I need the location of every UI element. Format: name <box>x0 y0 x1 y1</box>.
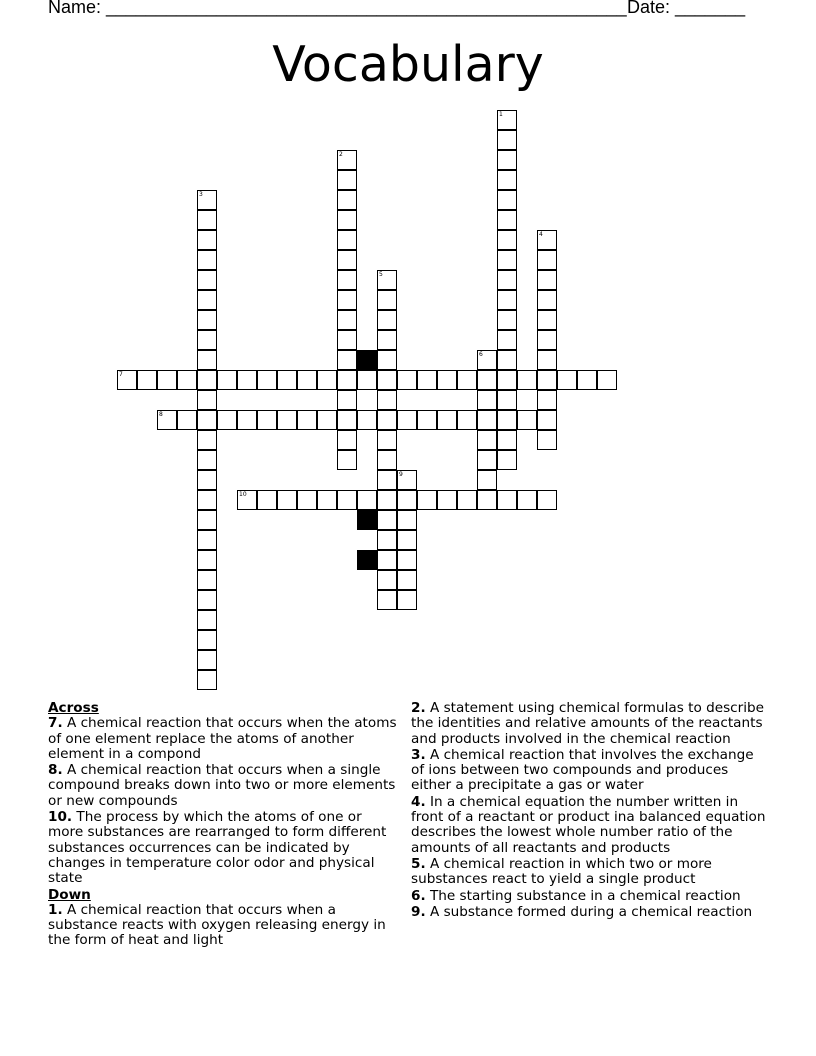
cell-number: 4 <box>539 231 543 238</box>
grid-cell[interactable] <box>197 450 217 470</box>
grid-cell[interactable] <box>497 170 517 190</box>
grid-cell[interactable] <box>537 330 557 350</box>
grid-cell[interactable] <box>497 370 517 390</box>
grid-cell[interactable] <box>177 410 197 430</box>
grid-cell[interactable] <box>377 290 397 310</box>
grid-cell[interactable] <box>377 450 397 470</box>
grid-cell[interactable] <box>337 290 357 310</box>
grid-cell[interactable] <box>237 410 257 430</box>
cell-number: 9 <box>399 471 403 478</box>
clue-number: 6. <box>411 887 426 904</box>
grid-cell[interactable] <box>517 490 537 510</box>
clue-down-9 <box>411 905 771 920</box>
grid-cell[interactable] <box>497 210 517 230</box>
grid-cell[interactable] <box>337 230 357 250</box>
grid-cell[interactable] <box>177 370 197 390</box>
grid-cell[interactable] <box>197 550 217 570</box>
clue-across-7 <box>48 716 400 762</box>
clue-number: 9. <box>411 903 426 920</box>
grid-cell[interactable] <box>297 490 317 510</box>
grid-cell[interactable] <box>337 190 357 210</box>
grid-cell[interactable] <box>377 370 397 390</box>
grid-cell[interactable] <box>337 150 357 170</box>
grid-cell[interactable] <box>497 190 517 210</box>
grid-cell[interactable] <box>197 650 217 670</box>
grid-cell[interactable] <box>377 590 397 610</box>
grid-cell[interactable] <box>557 370 577 390</box>
grid-cell[interactable] <box>277 410 297 430</box>
grid-cell[interactable] <box>477 390 497 410</box>
grid-cell[interactable] <box>497 270 517 290</box>
grid-cell[interactable] <box>497 490 517 510</box>
grid-cell[interactable] <box>197 570 217 590</box>
grid-cell[interactable] <box>197 390 217 410</box>
clue-text: The starting substance in a chemical reaction <box>429 887 741 904</box>
clue-down-4 <box>411 795 771 856</box>
grid-cell[interactable] <box>457 490 477 510</box>
clue-across-8 <box>48 763 400 809</box>
grid-cell[interactable] <box>337 490 357 510</box>
clue-number: 3. <box>411 746 426 763</box>
grid-cell[interactable] <box>377 350 397 370</box>
grid-cell[interactable] <box>197 670 217 690</box>
clues-right-column <box>411 701 771 921</box>
clue-text: In a chemical equation the number written in front of a reactant or product ina balanced equation describes the lowest whole number ratio of the amounts of all reactants and products <box>411 793 766 856</box>
grid-cell[interactable] <box>377 530 397 550</box>
black-cell <box>357 510 377 530</box>
grid-cell[interactable] <box>197 190 217 210</box>
grid-cell[interactable] <box>537 270 557 290</box>
grid-cell[interactable] <box>477 450 497 470</box>
clue-down-2 <box>411 701 771 747</box>
grid-cell[interactable] <box>257 370 277 390</box>
clue-text: The process by which the atoms of one or more substances are rearranged to form different substances occurrences can be indicated by changes in temperature color odor and physical state <box>48 809 387 887</box>
grid-cell[interactable] <box>537 490 557 510</box>
grid-cell[interactable] <box>397 530 417 550</box>
cell-number: 5 <box>379 271 383 278</box>
grid-cell[interactable] <box>337 210 357 230</box>
grid-cell[interactable] <box>117 370 137 390</box>
grid-cell[interactable] <box>157 410 177 430</box>
grid-cell[interactable] <box>337 270 357 290</box>
grid-cell[interactable] <box>537 410 557 430</box>
grid-cell[interactable] <box>197 370 217 390</box>
grid-cell[interactable] <box>497 390 517 410</box>
grid-cell[interactable] <box>417 490 437 510</box>
grid-cell[interactable] <box>337 250 357 270</box>
grid-cell[interactable] <box>377 330 397 350</box>
grid-cell[interactable] <box>357 490 377 510</box>
cell-number: 3 <box>199 191 203 198</box>
grid-cell[interactable] <box>217 370 237 390</box>
grid-cell[interactable] <box>197 590 217 610</box>
grid-cell[interactable] <box>517 370 537 390</box>
grid-cell[interactable] <box>457 370 477 390</box>
clue-text: A chemical reaction that occurs when the atoms of one element replace the atoms of another element in a compond <box>48 715 397 762</box>
grid-cell[interactable] <box>317 490 337 510</box>
grid-cell[interactable] <box>377 270 397 290</box>
grid-cell[interactable] <box>277 370 297 390</box>
grid-cell[interactable] <box>317 370 337 390</box>
black-cell <box>357 550 377 570</box>
grid-cell[interactable] <box>477 490 497 510</box>
grid-cell[interactable] <box>477 410 497 430</box>
clue-down-5 <box>411 857 771 888</box>
grid-cell[interactable] <box>197 210 217 230</box>
grid-cell[interactable] <box>437 490 457 510</box>
grid-cell[interactable] <box>197 290 217 310</box>
grid-cell[interactable] <box>397 510 417 530</box>
grid-cell[interactable] <box>477 430 497 450</box>
grid-cell[interactable] <box>397 370 417 390</box>
grid-cell[interactable] <box>137 370 157 390</box>
grid-cell[interactable] <box>477 350 497 370</box>
grid-cell[interactable] <box>337 390 357 410</box>
cell-number: 6 <box>479 351 483 358</box>
grid-cell[interactable] <box>417 370 437 390</box>
grid-cell[interactable] <box>497 290 517 310</box>
grid-cell[interactable] <box>337 430 357 450</box>
clue-number: 1. <box>48 901 63 918</box>
across-heading: Across <box>48 700 99 716</box>
grid-cell[interactable] <box>297 370 317 390</box>
grid-cell[interactable] <box>377 310 397 330</box>
grid-cell[interactable] <box>397 490 417 510</box>
cell-number: 1 <box>499 111 503 118</box>
grid-cell[interactable] <box>237 490 257 510</box>
grid-cell[interactable] <box>337 410 357 430</box>
grid-cell[interactable] <box>337 370 357 390</box>
grid-cell[interactable] <box>377 410 397 430</box>
clue-text: A chemical reaction in which two or more substances react to yield a single product <box>411 855 712 888</box>
grid-cell[interactable] <box>497 330 517 350</box>
grid-cell[interactable] <box>197 410 217 430</box>
grid-cell[interactable] <box>537 310 557 330</box>
grid-cell[interactable] <box>377 510 397 530</box>
grid-cell[interactable] <box>337 310 357 330</box>
cell-number: 2 <box>339 151 343 158</box>
grid-cell[interactable] <box>337 330 357 350</box>
grid-cell[interactable] <box>297 410 317 430</box>
grid-cell[interactable] <box>377 470 397 490</box>
grid-cell[interactable] <box>497 430 517 450</box>
page-title: Vocabulary <box>272 36 544 93</box>
grid-cell[interactable] <box>377 570 397 590</box>
grid-cell[interactable] <box>537 430 557 450</box>
grid-cell[interactable] <box>537 250 557 270</box>
grid-cell[interactable] <box>397 590 417 610</box>
grid-cell[interactable] <box>497 130 517 150</box>
grid-cell[interactable] <box>517 410 537 430</box>
grid-cell[interactable] <box>197 610 217 630</box>
grid-cell[interactable] <box>477 370 497 390</box>
date-field[interactable]: Date: _______ <box>627 0 746 17</box>
grid-cell[interactable] <box>377 550 397 570</box>
grid-cell[interactable] <box>497 310 517 330</box>
clue-down-1 <box>48 903 400 949</box>
grid-cell[interactable] <box>197 350 217 370</box>
grid-cell[interactable] <box>497 230 517 250</box>
grid-cell[interactable] <box>537 230 557 250</box>
clue-text: A chemical reaction that occurs when a single compound breaks down into two or more elements or new compounds <box>48 762 396 809</box>
grid-cell[interactable] <box>257 410 277 430</box>
grid-cell[interactable] <box>437 410 457 430</box>
cell-number: 7 <box>119 371 123 378</box>
down-heading: Down <box>48 886 91 903</box>
grid-cell[interactable] <box>397 550 417 570</box>
grid-cell[interactable] <box>377 490 397 510</box>
clue-text: A chemical reaction that occurs when a substance reacts with oxygen releasing energy in the form of heat and light <box>48 901 386 949</box>
clue-number: 4. <box>411 793 426 810</box>
cell-number: 10 <box>239 491 247 498</box>
grid-cell[interactable] <box>217 410 237 430</box>
grid-cell[interactable] <box>357 410 377 430</box>
grid-cell[interactable] <box>197 470 217 490</box>
grid-cell[interactable] <box>197 310 217 330</box>
grid-cell[interactable] <box>377 390 397 410</box>
grid-cell[interactable] <box>497 250 517 270</box>
black-cell <box>357 350 377 370</box>
grid-cell[interactable] <box>397 570 417 590</box>
clue-down-3 <box>411 748 771 794</box>
grid-cell[interactable] <box>537 390 557 410</box>
grid-cell[interactable] <box>197 230 217 250</box>
grid-cell[interactable] <box>397 470 417 490</box>
clue-across-10 <box>48 810 400 886</box>
grid-cell[interactable] <box>197 330 217 350</box>
grid-cell[interactable] <box>537 350 557 370</box>
grid-cell[interactable] <box>197 510 217 530</box>
grid-cell[interactable] <box>197 270 217 290</box>
grid-cell[interactable] <box>197 250 217 270</box>
cell-number: 8 <box>159 411 163 418</box>
grid-cell[interactable] <box>537 370 557 390</box>
grid-cell[interactable] <box>277 490 297 510</box>
grid-cell[interactable] <box>397 410 417 430</box>
clue-down-6 <box>411 889 771 904</box>
clues-left-column <box>48 701 400 950</box>
grid-cell[interactable] <box>357 370 377 390</box>
grid-cell[interactable] <box>497 110 517 130</box>
grid-cell[interactable] <box>457 410 477 430</box>
grid-cell[interactable] <box>337 450 357 470</box>
grid-cell[interactable] <box>157 370 177 390</box>
clue-number: 2. <box>411 700 426 716</box>
clue-number: 8. <box>48 762 63 779</box>
clue-number: 7. <box>48 715 63 732</box>
grid-cell[interactable] <box>337 350 357 370</box>
clue-text: A substance formed during a chemical reaction <box>429 903 753 920</box>
grid-cell[interactable] <box>537 290 557 310</box>
grid-cell[interactable] <box>577 370 597 390</box>
grid-cell[interactable] <box>477 470 497 490</box>
grid-cell[interactable] <box>197 530 217 550</box>
grid-cell[interactable] <box>197 430 217 450</box>
clue-text: A chemical reaction that involves the exchange of ions between two compounds and produces either a precipitate a gas or water <box>411 746 754 794</box>
grid-cell[interactable] <box>417 410 437 430</box>
grid-cell[interactable] <box>497 350 517 370</box>
grid-cell[interactable] <box>197 630 217 650</box>
grid-cell[interactable] <box>237 370 257 390</box>
grid-cell[interactable] <box>197 490 217 510</box>
grid-cell[interactable] <box>377 430 397 450</box>
clue-text: A statement using chemical formulas to describe the identities and relative amounts of the reactants and products involved in the chemical reaction <box>411 700 764 747</box>
clue-number: 10. <box>48 809 73 826</box>
name-field[interactable]: Name: ____________________________________________________ <box>48 0 627 17</box>
grid-cell[interactable] <box>497 450 517 470</box>
grid-cell[interactable] <box>257 490 277 510</box>
grid-cell[interactable] <box>317 410 337 430</box>
grid-cell[interactable] <box>337 170 357 190</box>
grid-cell[interactable] <box>597 370 617 390</box>
clue-number: 5. <box>411 855 426 872</box>
grid-cell[interactable] <box>437 370 457 390</box>
grid-cell[interactable] <box>497 410 517 430</box>
grid-cell[interactable] <box>497 150 517 170</box>
